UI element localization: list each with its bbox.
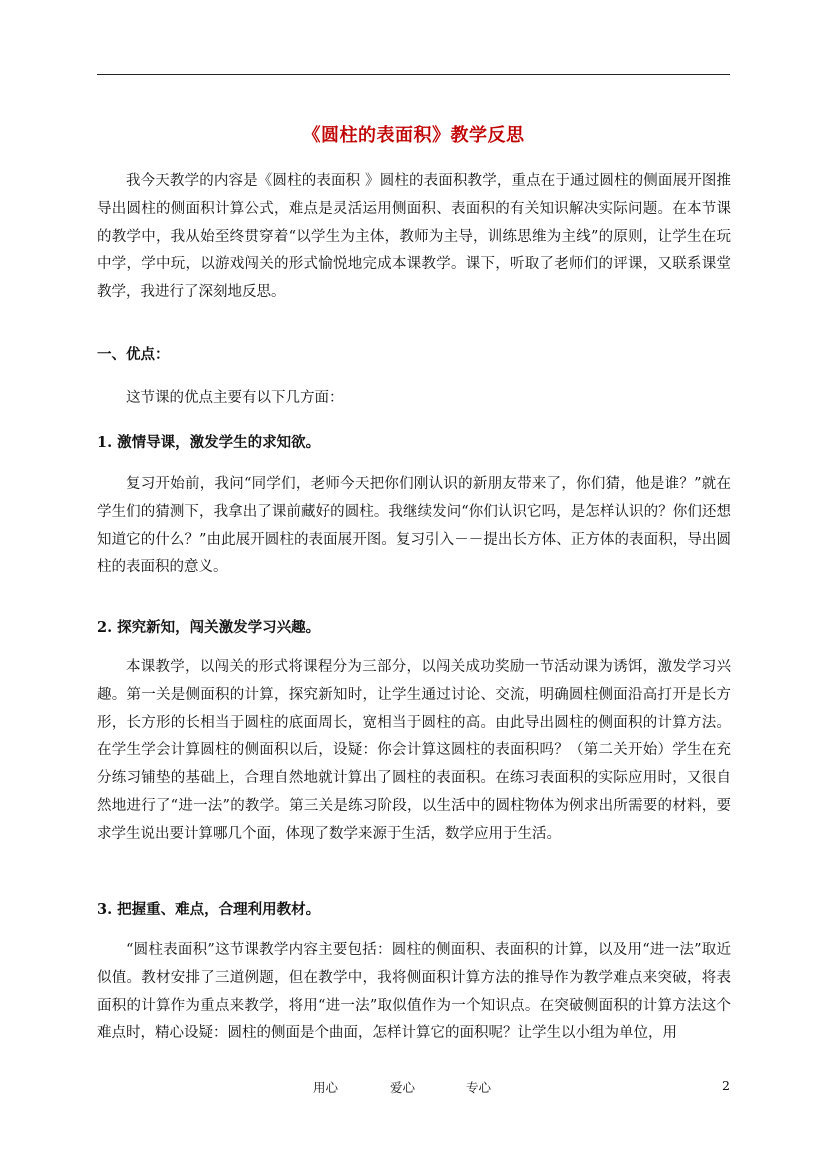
footer-motto-2: 爱心 (390, 1080, 416, 1095)
point-paragraph-1: 复习开始前，我问“同学们，老师今天把你们刚认识的新朋友带来了，你们猜，他是谁？”就在学生们的猜测下，我拿出了课前藏好的圆柱。我继续发问“你们认识它吗，是怎样认识的？你们还想知道它的什么？”由此展开圆柱的表面展开图。复习引入－－提出长方体、正方体的表面积，导出圆柱的表面积的意义。 (97, 476, 731, 576)
page-title: 《圆柱的表面积》教学反思 (302, 125, 525, 146)
page-footer (0, 1078, 827, 1098)
point-heading-2: 2. 探究新知，闯关激发学习兴趣。 (97, 619, 321, 636)
header-rule (97, 74, 730, 75)
point-paragraph-3: “圆柱表面积”这节课教学内容主要包括：圆柱的侧面积、表面积的计算，以及用“进一法”取近似值。教材安排了三道例题，但在教学中，我将侧面积计算方法的推导作为教学难点来突破，将表面积的计算作为重点来教学，将用“进一法”取似值作为一个知识点。在突破侧面积的计算方法这个难点时，精心设疑：圆柱的侧面是个曲面，怎样计算它的面积呢？让学生以小组为单位，用 (97, 942, 731, 1042)
footer-motto-1: 用心 (313, 1080, 339, 1095)
section-lead-paragraph: 这节课的优点主要有以下几方面： (126, 390, 344, 406)
page-number: 2 (722, 1078, 730, 1093)
section-heading-advantages: 一、优点： (97, 346, 170, 363)
footer-motto-3: 专心 (466, 1080, 492, 1095)
point-heading-3: 3. 把握重、难点，合理利用教材。 (97, 901, 321, 918)
point-heading-1: 1. 激情导课，激发学生的求知欲。 (97, 434, 321, 451)
intro-paragraph: 我今天教学的内容是《圆柱的表面积 》圆柱的表面积教学，重点在于通过圆柱的侧面展开图推导出圆柱的侧面积计算公式，难点是灵活运用侧面积、表面积的有关知识解决实际问题。在本节课的教学中，我从始至终贯穿着“以学生为主体，教师为主导，训练思维为主线”的原则，让学生在玩中学，学中玩，以游戏闯关的形式愉悦地完成本课教学。课下，听取了老师们的评课，又联系课堂教学，我进行了深刻地反思。 (97, 173, 731, 301)
point-paragraph-2: 本课教学，以闯关的形式将课程分为三部分，以闯关成功奖励一节活动课为诱饵，激发学习兴趣。第一关是侧面积的计算，探究新知时，让学生通过讨论、交流，明确圆柱侧面沿高打开是长方形，长方形的长相当于圆柱的底面周长，宽相当于圆柱的高。由此导出圆柱的侧面积的计算方法。在学生学会计算圆柱的侧面积以后，设疑：你会计算这圆柱的表面积吗？（第二关开始）学生在充分练习铺垫的基础上，合理自然地就计算出了圆柱的表面积。在练习表面积的实际应用时，又很自然地进行了“进一法”的教学。第三关是练习阶段，以生活中的圆柱物体为例求出所需要的材料，要求学生说出要计算哪几个面，体现了数学来源于生活，数学应用于生活。 (97, 659, 731, 842)
